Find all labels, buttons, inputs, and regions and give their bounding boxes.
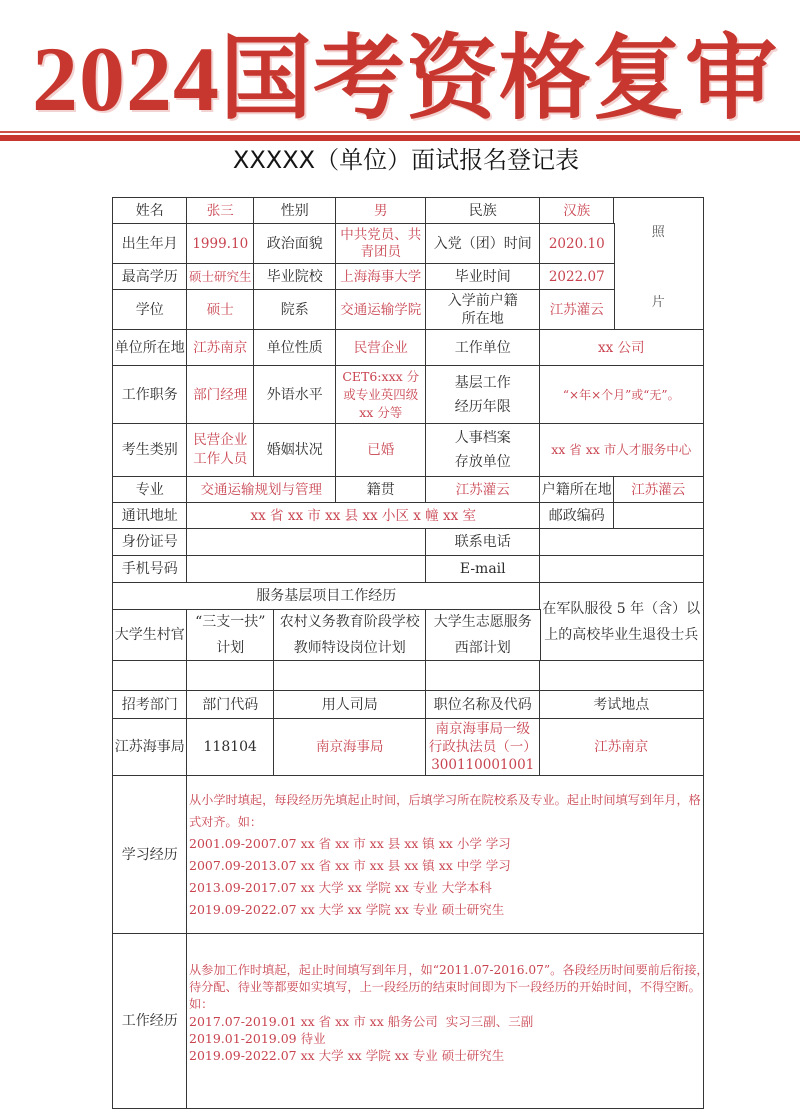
veteran-header-line: 在军队服役 5 年（含）以 <box>542 600 701 617</box>
degree-label: 学位 <box>135 301 164 318</box>
grassroots-years-value-cell <box>539 365 704 425</box>
name-label: 姓名 <box>135 202 164 219</box>
marital-status-value-cell <box>335 423 427 478</box>
recruiting-department-header: 招考部门 <box>121 696 178 713</box>
political-status-value-line: 青团员 <box>360 243 401 260</box>
rural-teacher-header-line: 农村义务教育阶段学校 <box>279 614 420 631</box>
work-history-instruction: 从参加工作时填起，起止时间填写到年月，如“2011.07-2016.07”。各段经历时间要前后衔接， <box>189 963 709 977</box>
foreign-language-label: 外语水平 <box>266 386 323 403</box>
position-header: 职位名称及代码 <box>433 696 532 713</box>
position-value-cell <box>425 718 541 777</box>
phone-label: 联系电话 <box>454 534 511 551</box>
ethnicity-label: 民族 <box>468 202 497 219</box>
hukou-location-label: 户籍所在地 <box>541 481 612 498</box>
email-label: E-mail <box>459 561 506 578</box>
western-volunteer-header-line: 西部计划 <box>454 640 511 657</box>
rural-teacher-header-line: 教师特设岗位计划 <box>293 640 406 657</box>
foreign-language-value-line: xx 分等 <box>359 404 403 420</box>
degree-label-cell <box>112 289 188 331</box>
faculty-label: 院系 <box>280 301 309 318</box>
native-place-value: 江苏灌云 <box>455 481 510 498</box>
candidate-category-value-line: 民营企业 <box>193 432 248 449</box>
degree-value-cell <box>186 289 255 331</box>
postcode-label-cell <box>539 502 615 530</box>
education-history-entry: 2001.09-2007.07 xx 省 xx 市 xx 县 xx 镇 xx 小学 学习 <box>189 836 511 851</box>
photo-label-top: 照 <box>651 225 665 240</box>
political-status-label-cell <box>253 223 337 265</box>
faculty-label-cell <box>253 289 337 331</box>
employer-label-cell <box>425 329 541 367</box>
hiring-bureau-header: 用人司局 <box>321 696 378 713</box>
employer-nature-label-cell <box>253 329 337 367</box>
name-value-cell <box>186 197 255 225</box>
ethnicity-label-cell <box>425 197 541 225</box>
pre-enrollment-hukou-label-line: 入学前户籍 <box>447 292 518 309</box>
exam-location-value-cell <box>539 718 704 777</box>
birth-date-value: 1999.10 <box>192 235 249 252</box>
work-history-instruction: 如： <box>189 997 214 1011</box>
education-history-entry: 2013.09-2017.07 xx 大学 xx 学院 xx 专业 大学本科 <box>189 880 492 895</box>
education-history-label: 学习经历 <box>121 846 178 863</box>
mobile-label: 手机号码 <box>121 561 178 578</box>
ethnicity-value: 汉族 <box>563 202 591 219</box>
veteran-header-line: 上的高校毕业生退役士兵 <box>544 626 699 643</box>
hiring-bureau-value: 南京海事局 <box>316 739 384 756</box>
address-label: 通讯地址 <box>121 507 178 524</box>
veteran-value-cell <box>539 660 704 692</box>
department-code-value: 118104 <box>203 739 257 756</box>
pre-enrollment-hukou-label-line: 所在地 <box>461 310 504 327</box>
hukou-location-label-cell <box>539 476 615 504</box>
job-title-label: 工作职务 <box>121 386 178 403</box>
rural-teacher-header-cell <box>273 609 427 662</box>
candidate-category-label-cell <box>112 423 188 478</box>
gender-value: 男 <box>374 202 388 219</box>
school-label-cell <box>253 263 337 291</box>
gender-label-cell <box>253 197 337 225</box>
address-label-cell <box>112 502 188 530</box>
education-value: 硕士研究生 <box>188 268 252 284</box>
pre-enrollment-hukou-value-cell <box>539 289 615 331</box>
position-value-line: 行政执法员（一） <box>428 739 537 756</box>
major-label-cell <box>112 476 188 504</box>
graduation-date-value: 2022.07 <box>548 268 605 285</box>
position-header-cell <box>425 690 541 720</box>
party-join-date-value-cell <box>539 223 615 265</box>
hiring-bureau-value-cell <box>273 718 427 777</box>
political-status-value-line: 中共党员、共 <box>340 226 422 243</box>
work-history-entry: 2017.07-2019.01 xx 省 xx 市 xx 船务公司 实习三副、三副 <box>189 1014 534 1029</box>
gender-label: 性别 <box>280 202 309 219</box>
foreign-language-value-line: 或专业英四级 <box>343 386 419 402</box>
id-number-label: 身份证号 <box>121 534 178 551</box>
candidate-category-label: 考生类别 <box>121 442 178 459</box>
three-supports-value-cell <box>186 660 275 692</box>
political-status-value-cell <box>335 223 427 265</box>
grassroots-service-title: 服务基层项目工作经历 <box>256 588 397 605</box>
work-history-content <box>186 933 709 1109</box>
western-volunteer-header-cell <box>425 609 541 662</box>
birth-date-label: 出生年月 <box>121 235 178 252</box>
graduation-date-value-cell <box>539 263 615 291</box>
email-label-cell <box>425 555 541 584</box>
graduation-date-label-cell <box>425 263 541 291</box>
phone-label-cell <box>425 528 541 557</box>
position-value-line: 300110001001 <box>431 757 535 774</box>
marital-status-label-cell <box>253 423 337 478</box>
exam-location-header: 考试地点 <box>593 696 650 713</box>
western-volunteer-value-cell <box>425 660 541 692</box>
phone-value-cell <box>539 528 704 557</box>
employer-location-value: 江苏南京 <box>193 339 248 356</box>
three-supports-header-line: “三支一扶” <box>195 614 266 631</box>
birth-date-label-cell <box>112 223 188 265</box>
employer-location-label: 单位所在地 <box>114 339 185 356</box>
village-official-value-cell <box>112 660 188 692</box>
exam-location-header-cell <box>539 690 704 720</box>
archive-location-value-cell <box>539 423 704 478</box>
id-number-value-cell <box>186 528 427 557</box>
party-join-date-label: 入党（团）时间 <box>433 235 532 252</box>
form-title: XXXXX（单位）面试报名登记表 <box>232 146 580 174</box>
exam-location-value: 江苏南京 <box>594 739 649 756</box>
employer-nature-value: 民营企业 <box>353 339 408 356</box>
work-history-entry: 2019.01-2019.09 待业 <box>189 1031 326 1046</box>
photo-label-bottom: 片 <box>651 295 665 310</box>
school-label: 毕业院校 <box>266 268 323 285</box>
mobile-label-cell <box>112 555 188 584</box>
archive-location-label-line: 人事档案 <box>454 430 511 447</box>
foreign-language-value-cell <box>335 365 427 425</box>
employer-value: xx 公司 <box>597 339 645 356</box>
address-value-cell <box>186 502 541 530</box>
hukou-location-value-cell <box>613 476 704 504</box>
id-number-label-cell <box>112 528 188 557</box>
education-history-entry: 2007.09-2013.07 xx 省 xx 市 xx 县 xx 镇 xx 中学 学习 <box>189 858 511 873</box>
faculty-value: 交通运输学院 <box>340 301 422 318</box>
pre-enrollment-hukou-value: 江苏灌云 <box>549 301 604 318</box>
western-volunteer-header-line: 大学生志愿服务 <box>433 614 532 631</box>
department-code-header: 部门代码 <box>202 696 259 713</box>
major-value-cell <box>186 476 337 504</box>
employer-value-cell <box>539 329 704 367</box>
recruiting-department-value-cell <box>112 718 188 777</box>
major-value: 交通运输规划与管理 <box>200 481 322 498</box>
education-history-instruction: 从小学时填起，每段经历先填起止时间，后填学习所在院校系及专业。起止时间填写到年月，格 <box>189 793 701 807</box>
education-history-content <box>186 775 704 935</box>
employer-nature-value-cell <box>335 329 427 367</box>
school-value-cell <box>335 263 427 291</box>
native-place-label-cell <box>335 476 427 504</box>
faculty-value-cell <box>335 289 427 331</box>
work-history-instruction: 待分配、待业等都要如实填写，上一段经历的结束时间即为下一段经历的开始时间，不得空断。 <box>189 980 701 994</box>
candidate-category-value-line: 工作人员 <box>193 451 248 468</box>
education-history-label-cell <box>112 775 188 935</box>
name-label-cell <box>112 197 188 225</box>
degree-value: 硕士 <box>206 301 234 318</box>
job-title-value: 部门经理 <box>193 386 248 403</box>
archive-location-value: xx 省 xx 市人才服务中心 <box>551 442 692 458</box>
employer-nature-label: 单位性质 <box>266 339 323 356</box>
address-value: xx 省 xx 市 xx 县 xx 小区 x 幢 xx 室 <box>250 507 476 524</box>
postcode-value-cell <box>613 502 704 530</box>
work-history-label-cell <box>112 933 188 1109</box>
gender-value-cell <box>335 197 427 225</box>
work-history-label: 工作经历 <box>121 1012 178 1029</box>
political-status-label: 政治面貌 <box>266 235 323 252</box>
job-title-label-cell <box>112 365 188 425</box>
archive-location-label-cell <box>425 423 541 478</box>
foreign-language-label-cell <box>253 365 337 425</box>
village-official-header-cell <box>112 609 188 662</box>
employer-location-value-cell <box>186 329 255 367</box>
recruiting-department-value: 江苏海事局 <box>114 739 185 756</box>
grassroots-years-label-line: 基层工作 <box>454 374 511 391</box>
education-label: 最高学历 <box>121 268 178 285</box>
rural-teacher-value-cell <box>273 660 427 692</box>
photo-placeholder <box>613 197 704 331</box>
birth-date-value-cell <box>186 223 255 265</box>
name-value: 张三 <box>206 202 234 219</box>
archive-location-label-line: 存放单位 <box>454 454 511 471</box>
education-value-cell <box>186 263 255 291</box>
ethnicity-value-cell <box>539 197 615 225</box>
pre-enrollment-hukou-label-cell <box>425 289 541 331</box>
graduation-date-label: 毕业时间 <box>454 268 511 285</box>
education-history-instruction: 式对齐。如： <box>189 815 263 829</box>
grassroots-years-value: “×年×个月”或“无”。 <box>562 387 680 402</box>
native-place-label: 籍贯 <box>366 481 395 498</box>
employer-label: 工作单位 <box>454 339 511 356</box>
position-value-line: 南京海事局一级 <box>435 721 530 738</box>
education-history-entry: 2019.09-2022.07 xx 大学 xx 学院 xx 专业 硕士研究生 <box>189 902 505 917</box>
grassroots-years-label-line: 经历年限 <box>454 398 511 415</box>
native-place-value-cell <box>425 476 541 504</box>
foreign-language-value-line: CET6:xxx 分 <box>342 368 420 384</box>
employer-location-label-cell <box>112 329 188 367</box>
department-code-value-cell <box>186 718 275 777</box>
recruiting-department-header-cell <box>112 690 188 720</box>
marital-status-label: 婚姻状况 <box>266 442 323 459</box>
major-label: 专业 <box>135 481 164 498</box>
grassroots-years-label-cell <box>425 365 541 425</box>
school-value: 上海海事大学 <box>340 268 422 285</box>
mobile-value-cell <box>186 555 427 584</box>
three-supports-header-cell <box>186 609 275 662</box>
marital-status-value: 已婚 <box>367 442 395 459</box>
party-join-date-value: 2020.10 <box>548 235 605 252</box>
work-history-entry: 2019.09-2022.07 xx 大学 xx 学院 xx 专业 硕士研究生 <box>189 1048 505 1063</box>
postcode-label: 邮政编码 <box>548 507 605 524</box>
veteran-header-cell <box>539 582 704 662</box>
department-code-header-cell <box>186 690 275 720</box>
three-supports-header-line: 计划 <box>216 640 245 657</box>
hiring-bureau-header-cell <box>273 690 427 720</box>
candidate-category-value-cell <box>186 423 255 478</box>
hukou-location-value: 江苏灌云 <box>631 481 686 498</box>
education-label-cell <box>112 263 188 291</box>
party-join-date-label-cell <box>425 223 541 265</box>
grassroots-service-title-cell <box>112 582 541 611</box>
page-title: 2024国考资格复审 <box>32 28 779 130</box>
village-official-header: 大学生村官 <box>114 627 185 644</box>
email-value-cell <box>539 555 704 584</box>
job-title-value-cell <box>186 365 255 425</box>
